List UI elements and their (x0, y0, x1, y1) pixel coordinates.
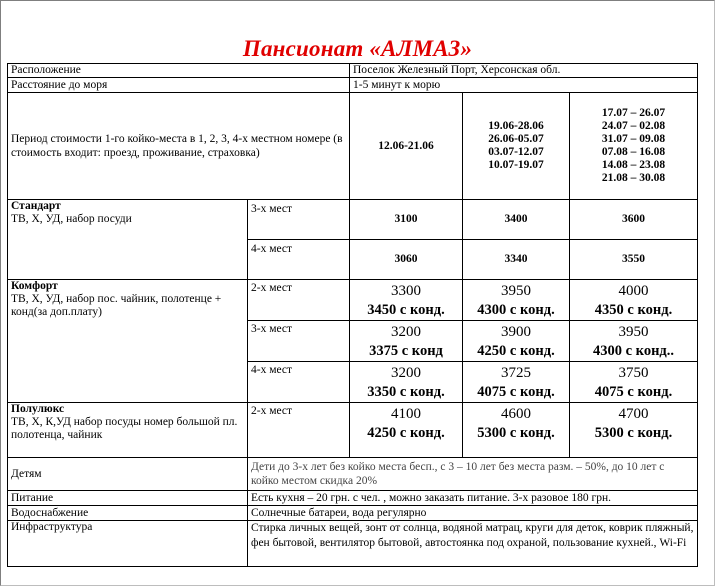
row-infra (8, 521, 698, 567)
price-cell (463, 280, 570, 321)
period-date: 17.07 – 26.07 (601, 107, 666, 119)
price-ac: 4300 с конд.. (592, 343, 675, 359)
period-date: 07.08 – 16.08 (601, 146, 666, 158)
period-label: Период стоимости 1-го койко-места в 1, 2, 3, 4-х местном номере (в стоимость входит: проезд, проживание, страховка) (8, 93, 350, 200)
category-standard (8, 200, 248, 280)
price-ac: 4075 с конд. (477, 384, 555, 400)
beds-cell: 2-х мест (248, 280, 350, 321)
price-cell (463, 403, 570, 458)
category-desc: ТВ, Х, УД, набор посуди (11, 213, 132, 225)
price-ac: 3450 с конд. (367, 302, 445, 318)
row-semilux-2 (8, 403, 698, 458)
location-label: Расположение (8, 64, 350, 78)
row-standard-3 (8, 200, 698, 240)
category-desc: ТВ, Х, К,УД набор посуды номер большой пл. полотенца, чайник (11, 416, 238, 441)
price-ac: 4250 с конд. (477, 343, 555, 359)
price-cell (570, 362, 698, 403)
price-cell: 3340 (463, 240, 570, 280)
children-value: Дети до 3-х лет без койко места бесп., с 3 – 10 лет без места разм. – 50%, до 10 лет с койко местом скидка 20% (248, 458, 698, 491)
price-cell: 3060 (350, 240, 463, 280)
period-date: 21.08 – 30.08 (601, 172, 666, 184)
period-date: 24.07 – 02.08 (601, 120, 666, 132)
price-cell (463, 362, 570, 403)
price-cell (350, 280, 463, 321)
distance-label: Расстояние до моря (8, 78, 350, 93)
price-cell (463, 321, 570, 362)
price-ac: 5300 с конд. (594, 425, 673, 441)
price-ac: 4350 с конд. (594, 302, 673, 318)
row-distance (8, 78, 698, 93)
price-ac: 4300 с конд. (477, 302, 555, 318)
price-table (7, 63, 698, 567)
price-ac: 3375 с конд (369, 343, 443, 359)
infra-label: Инфраструктура (8, 521, 248, 567)
period-col-2 (463, 93, 570, 200)
period-col-1 (350, 93, 463, 200)
price-cell (570, 280, 698, 321)
period-col-3 (570, 93, 698, 200)
category-comfort (8, 280, 248, 403)
price-cell: 3600 (570, 200, 698, 240)
price-base: 3200 (391, 324, 421, 340)
beds-cell: 4-х мест (248, 240, 350, 280)
period-date: 31.07 – 09.08 (601, 133, 666, 145)
water-label: Водоснабжение (8, 506, 248, 521)
price-base: 3750 (618, 365, 649, 381)
row-location (8, 64, 698, 78)
price-base: 3950 (501, 283, 531, 299)
price-cell: 3100 (350, 200, 463, 240)
page-title: Пансионат «АЛМАЗ» (242, 36, 473, 61)
price-cell (570, 403, 698, 458)
row-period (8, 93, 698, 200)
price-cell: 3400 (463, 200, 570, 240)
category-name: Комфорт (11, 280, 58, 292)
price-base: 4100 (391, 406, 421, 422)
price-base: 3200 (391, 365, 421, 381)
category-semilux (8, 403, 248, 458)
row-comfort-2 (8, 280, 698, 321)
location-value: Поселок Железный Порт, Херсонская обл. (350, 64, 698, 78)
price-ac: 3350 с конд. (367, 384, 445, 400)
price-cell (350, 321, 463, 362)
price-cell: 3550 (570, 240, 698, 280)
beds-cell: 3-х мест (248, 200, 350, 240)
price-base: 3900 (501, 324, 531, 340)
infra-value: Стирка личных вещей, зонт от солнца, водяной матрац, круги для деток, коврик пляжный, фен бытовой, вентилятор бытовой, автостоянка под охраной, пользование кухней., Wi-Fi (248, 521, 698, 567)
water-value: Солнечные батареи, вода регулярно (248, 506, 698, 521)
period-date: 19.06-28.06 (488, 120, 544, 132)
category-name: Стандарт (11, 200, 61, 212)
beds-cell: 3-х мест (248, 321, 350, 362)
price-base: 3950 (618, 324, 649, 340)
food-label: Питание (8, 491, 248, 506)
period-date: 03.07-12.07 (488, 146, 544, 158)
period-date: 12.06-21.06 (378, 139, 434, 152)
price-base: 4600 (501, 406, 531, 422)
category-desc: ТВ, Х, УД, набор пос. чайник, полотенце + конд(за доп.плату) (11, 293, 222, 318)
period-date: 26.06-05.07 (488, 133, 544, 145)
beds-cell: 2-х мест (248, 403, 350, 458)
price-base: 3725 (501, 365, 531, 381)
price-cell (570, 321, 698, 362)
row-food (8, 491, 698, 506)
price-base: 4700 (618, 406, 649, 422)
price-base: 3300 (391, 283, 421, 299)
children-label: Детям (8, 458, 248, 491)
price-ac: 5300 с конд. (477, 425, 555, 441)
row-water (8, 506, 698, 521)
period-date: 10.07-19.07 (488, 159, 544, 171)
category-name: Полулюкс (11, 403, 65, 415)
price-cell (350, 403, 463, 458)
price-base: 4000 (618, 283, 649, 299)
food-value: Есть кухня – 20 грн. с чел. , можно заказать питание. 3-х разовое 180 грн. (248, 491, 698, 506)
row-children (8, 458, 698, 491)
period-date: 14.08 – 23.08 (601, 159, 666, 171)
price-cell (350, 362, 463, 403)
price-ac: 4250 с конд. (367, 425, 445, 441)
price-ac: 4075 с конд. (594, 384, 673, 400)
distance-value: 1-5 минут к морю (350, 78, 698, 93)
beds-cell: 4-х мест (248, 362, 350, 403)
